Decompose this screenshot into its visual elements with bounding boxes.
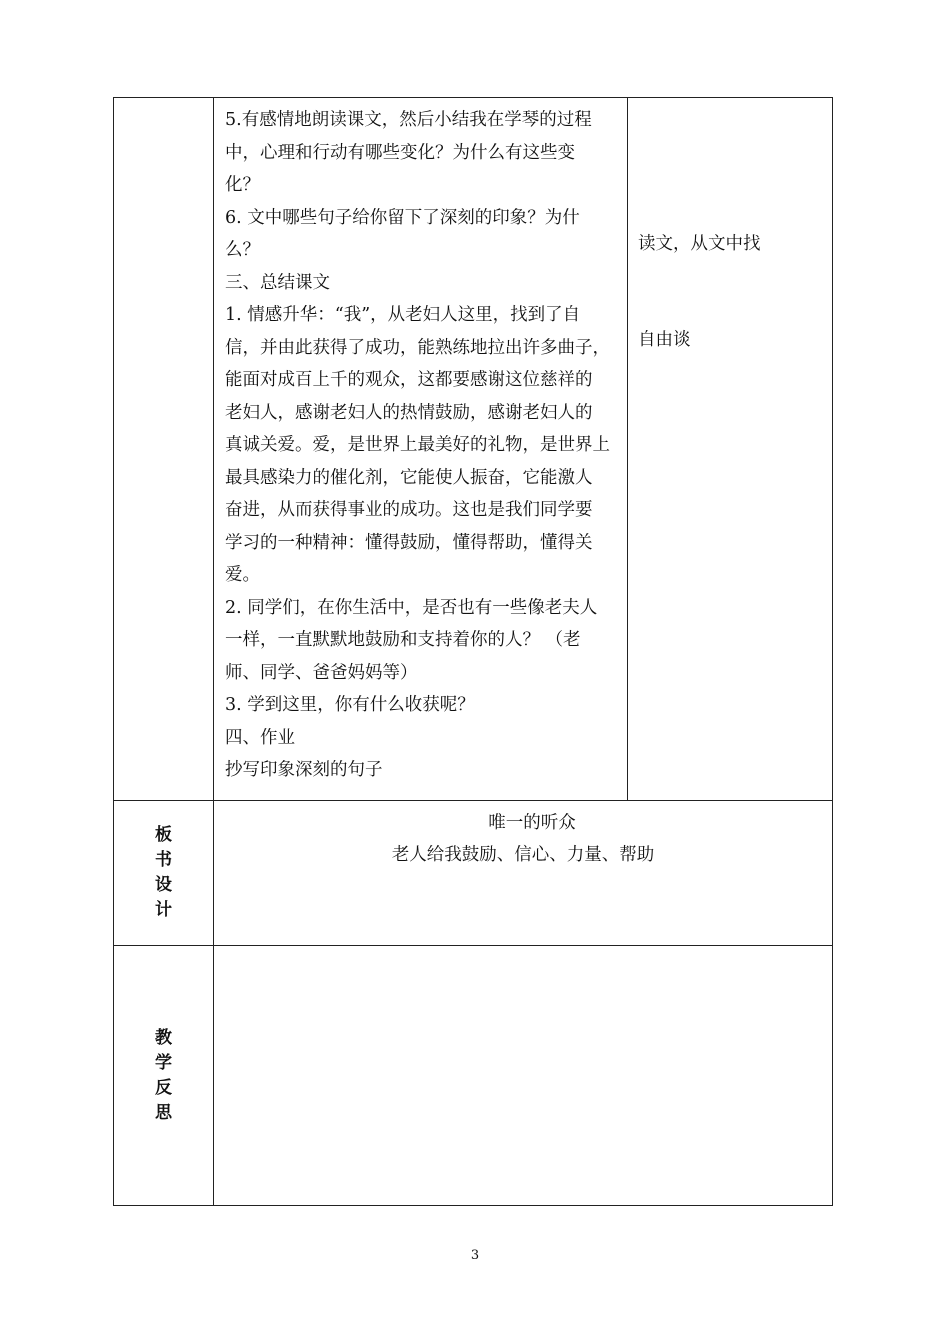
step-line: 四、作业 (225, 727, 295, 748)
activity-note-discuss: 自由谈 (638, 330, 691, 350)
board-line: 老人给我鼓励、信心、力量、帮助 (391, 845, 655, 865)
board-design-label-cell (114, 801, 214, 946)
step-line: 中，心理和行动有哪些变化？为什么有这些变 (225, 142, 575, 163)
step-line: 师、同学、爸爸妈妈等） (225, 662, 418, 683)
board-design-row (114, 801, 833, 946)
step-line: 信，并由此获得了成功，能熟练地拉出许多曲子， (225, 337, 610, 358)
step-line: 老妇人，感谢老妇人的热情鼓励，感谢老妇人的 (225, 402, 593, 423)
step-line: 真诚关爱。爱，是世界上最美好的礼物，是世界上 (225, 435, 610, 455)
activity-note-read: 读文，从文中找 (638, 234, 761, 254)
step-line: 抄写印象深刻的句子 (225, 760, 383, 780)
empty-label-cell (114, 98, 214, 801)
step-line: 2. 同学们，在你生活中，是否也有一些像老夫人 (225, 597, 598, 618)
lesson-steps-text (214, 98, 627, 787)
step-line: 奋进，从而获得事业的成功。这也是我们同学要 (225, 500, 593, 520)
step-line: 三、总结课文 (225, 272, 330, 293)
reflection-label-cell (114, 946, 214, 1206)
step-line: 最具感染力的催化剂，它能使人振奋，它能激人 (225, 467, 593, 488)
board-title: 唯一的听众 (488, 813, 576, 833)
reflection-label: 教学反思 (155, 1027, 172, 1123)
reflection-row (114, 946, 833, 1206)
step-line: 化？ (225, 175, 260, 195)
page-number: 3 (470, 1248, 480, 1263)
step-line: 能面对成百上千的观众，这都要感谢这位慈祥的 (225, 370, 593, 390)
reflection-cell (214, 946, 833, 1206)
student-activity-cell (628, 98, 833, 801)
step-line: 3. 学到这里，你有什么收获呢？ (225, 695, 475, 715)
step-line: 6. 文中哪些句子给你留下了深刻的印象？为什 (225, 207, 580, 228)
step-line: 1. 情感升华：“我”，从老妇人这里，找到了自 (225, 305, 581, 325)
board-design-cell (214, 801, 833, 946)
board-design-label: 板书设计 (155, 825, 172, 920)
step-line: 学习的一种精神：懂得鼓励，懂得帮助，懂得关 (225, 532, 593, 553)
step-line: 么？ (225, 240, 260, 260)
lesson-plan-table (113, 97, 833, 1206)
lesson-steps-row (114, 98, 833, 801)
step-line: 一样，一直默默地鼓励和支持着你的人？ （老 (225, 630, 581, 650)
lesson-steps-cell (214, 98, 628, 801)
step-line: 爱。 (225, 565, 260, 585)
step-line: 5.有感情地朗读课文，然后小结我在学琴的过程 (225, 110, 592, 130)
